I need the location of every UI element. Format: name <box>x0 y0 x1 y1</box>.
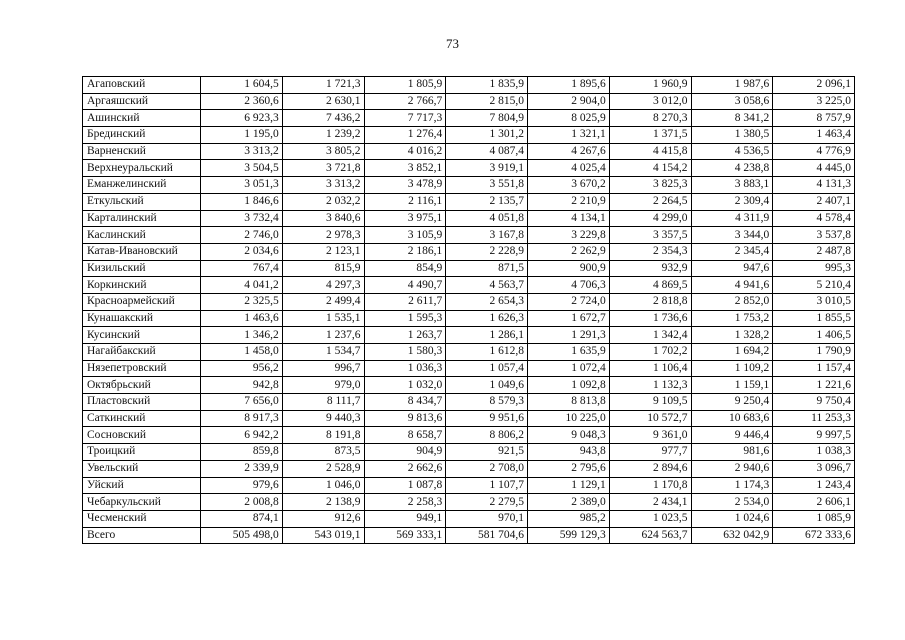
district-name-cell: Уйский <box>83 477 201 494</box>
value-cell: 2 034,6 <box>201 243 283 260</box>
value-cell: 1 032,0 <box>364 377 446 394</box>
value-cell: 2 724,0 <box>528 293 610 310</box>
value-cell: 2 032,2 <box>282 193 364 210</box>
value-cell: 7 436,2 <box>282 110 364 127</box>
district-name-cell: Агаповский <box>83 77 201 94</box>
value-cell: 1 346,2 <box>201 327 283 344</box>
value-cell: 505 498,0 <box>201 527 283 544</box>
value-cell: 1 580,3 <box>364 344 446 361</box>
value-cell: 9 048,3 <box>528 427 610 444</box>
table-row <box>83 310 855 327</box>
value-cell: 1 406,5 <box>773 327 855 344</box>
district-name-cell: Саткинский <box>83 410 201 427</box>
value-cell: 2 345,4 <box>691 243 773 260</box>
value-cell: 4 025,4 <box>528 160 610 177</box>
value-cell: 4 087,4 <box>446 143 528 160</box>
value-cell: 4 267,6 <box>528 143 610 160</box>
district-name-cell: Октябрьский <box>83 377 201 394</box>
value-cell: 4 415,8 <box>609 143 691 160</box>
value-cell: 912,6 <box>282 510 364 527</box>
value-cell: 1 109,2 <box>691 360 773 377</box>
value-cell: 1 276,4 <box>364 127 446 144</box>
value-cell: 4 536,5 <box>691 143 773 160</box>
table-row <box>83 394 855 411</box>
value-cell: 1 129,1 <box>528 477 610 494</box>
value-cell: 2 262,9 <box>528 243 610 260</box>
table-row <box>83 510 855 527</box>
value-cell: 1 087,8 <box>364 477 446 494</box>
district-name-cell: Кусинский <box>83 327 201 344</box>
value-cell: 4 706,3 <box>528 277 610 294</box>
value-cell: 1 463,6 <box>201 310 283 327</box>
value-cell: 9 440,3 <box>282 410 364 427</box>
value-cell: 2 389,0 <box>528 494 610 511</box>
value-cell: 9 250,4 <box>691 394 773 411</box>
value-cell: 854,9 <box>364 260 446 277</box>
value-cell: 1 195,0 <box>201 127 283 144</box>
value-cell: 1 046,0 <box>282 477 364 494</box>
value-cell: 3 537,8 <box>773 227 855 244</box>
district-name-cell: Аргаяшский <box>83 93 201 110</box>
value-cell: 3 840,6 <box>282 210 364 227</box>
value-cell: 1 301,2 <box>446 127 528 144</box>
value-cell: 1 626,3 <box>446 310 528 327</box>
value-cell: 4 134,1 <box>528 210 610 227</box>
value-cell: 3 478,9 <box>364 177 446 194</box>
value-cell: 1 702,2 <box>609 344 691 361</box>
value-cell: 9 951,6 <box>446 410 528 427</box>
value-cell: 921,5 <box>446 444 528 461</box>
table-row <box>83 77 855 94</box>
value-cell: 8 658,7 <box>364 427 446 444</box>
value-cell: 3 058,6 <box>691 93 773 110</box>
value-cell: 3 883,1 <box>691 177 773 194</box>
table-row <box>83 277 855 294</box>
value-cell: 3 805,2 <box>282 143 364 160</box>
value-cell: 1 237,6 <box>282 327 364 344</box>
value-cell: 8 434,7 <box>364 394 446 411</box>
value-cell: 1 072,4 <box>528 360 610 377</box>
value-cell: 900,9 <box>528 260 610 277</box>
value-cell: 2 264,5 <box>609 193 691 210</box>
value-cell: 3 975,1 <box>364 210 446 227</box>
value-cell: 2 360,6 <box>201 93 283 110</box>
value-cell: 1 380,5 <box>691 127 773 144</box>
value-cell: 2 766,7 <box>364 93 446 110</box>
value-cell: 8 111,7 <box>282 394 364 411</box>
value-cell: 3 344,0 <box>691 227 773 244</box>
value-cell: 9 750,4 <box>773 394 855 411</box>
value-cell: 10 683,6 <box>691 410 773 427</box>
value-cell: 977,7 <box>609 444 691 461</box>
district-name-cell: Всего <box>83 527 201 544</box>
value-cell: 8 917,3 <box>201 410 283 427</box>
value-cell: 1 132,3 <box>609 377 691 394</box>
value-cell: 1 107,7 <box>446 477 528 494</box>
value-cell: 1 458,0 <box>201 344 283 361</box>
value-cell: 3 105,9 <box>364 227 446 244</box>
value-cell: 1 023,5 <box>609 510 691 527</box>
district-name-cell: Ашинский <box>83 110 201 127</box>
value-cell: 4 563,7 <box>446 277 528 294</box>
value-cell: 3 096,7 <box>773 460 855 477</box>
value-cell: 943,8 <box>528 444 610 461</box>
value-cell: 3 229,8 <box>528 227 610 244</box>
table-row <box>83 143 855 160</box>
value-cell: 3 357,5 <box>609 227 691 244</box>
value-cell: 2 325,5 <box>201 293 283 310</box>
value-cell: 1 846,6 <box>201 193 283 210</box>
value-cell: 2 852,0 <box>691 293 773 310</box>
value-cell: 1 221,6 <box>773 377 855 394</box>
value-cell: 2 818,8 <box>609 293 691 310</box>
value-cell: 1 106,4 <box>609 360 691 377</box>
value-cell: 981,6 <box>691 444 773 461</box>
value-cell: 949,1 <box>364 510 446 527</box>
value-cell: 904,9 <box>364 444 446 461</box>
data-table <box>82 76 855 544</box>
value-cell: 8 270,3 <box>609 110 691 127</box>
value-cell: 979,6 <box>201 477 283 494</box>
value-cell: 2 339,9 <box>201 460 283 477</box>
value-cell: 2 138,9 <box>282 494 364 511</box>
value-cell: 2 654,3 <box>446 293 528 310</box>
value-cell: 2 940,6 <box>691 460 773 477</box>
value-cell: 4 154,2 <box>609 160 691 177</box>
value-cell: 1 672,7 <box>528 310 610 327</box>
value-cell: 3 919,1 <box>446 160 528 177</box>
district-name-cell: Катав-Ивановский <box>83 243 201 260</box>
value-cell: 932,9 <box>609 260 691 277</box>
value-cell: 1 036,3 <box>364 360 446 377</box>
value-cell: 1 694,2 <box>691 344 773 361</box>
value-cell: 581 704,6 <box>446 527 528 544</box>
district-name-cell: Увельский <box>83 460 201 477</box>
value-cell: 11 253,3 <box>773 410 855 427</box>
value-cell: 1 835,9 <box>446 77 528 94</box>
value-cell: 1 328,2 <box>691 327 773 344</box>
value-cell: 3 670,2 <box>528 177 610 194</box>
value-cell: 2 534,0 <box>691 494 773 511</box>
value-cell: 3 051,3 <box>201 177 283 194</box>
district-name-cell: Еткульский <box>83 193 201 210</box>
value-cell: 3 167,8 <box>446 227 528 244</box>
value-cell: 1 174,3 <box>691 477 773 494</box>
value-cell: 2 611,7 <box>364 293 446 310</box>
value-cell: 2 904,0 <box>528 93 610 110</box>
value-cell: 985,2 <box>528 510 610 527</box>
district-name-cell: Троицкий <box>83 444 201 461</box>
table-row <box>83 360 855 377</box>
table-body <box>83 77 855 544</box>
value-cell: 1 895,6 <box>528 77 610 94</box>
value-cell: 1 463,4 <box>773 127 855 144</box>
value-cell: 4 869,5 <box>609 277 691 294</box>
value-cell: 2 008,8 <box>201 494 283 511</box>
table-row <box>83 227 855 244</box>
value-cell: 1 057,4 <box>446 360 528 377</box>
value-cell: 3 012,0 <box>609 93 691 110</box>
value-cell: 4 016,2 <box>364 143 446 160</box>
value-cell: 1 371,5 <box>609 127 691 144</box>
table-row <box>83 444 855 461</box>
value-cell: 2 309,4 <box>691 193 773 210</box>
value-cell: 3 551,8 <box>446 177 528 194</box>
table-row <box>83 377 855 394</box>
table-row <box>83 243 855 260</box>
value-cell: 1 085,9 <box>773 510 855 527</box>
value-cell: 3 313,2 <box>201 143 283 160</box>
value-cell: 1 024,6 <box>691 510 773 527</box>
value-cell: 1 243,4 <box>773 477 855 494</box>
district-name-cell: Еманжелинский <box>83 177 201 194</box>
value-cell: 9 446,4 <box>691 427 773 444</box>
value-cell: 1 635,9 <box>528 344 610 361</box>
value-cell: 8 341,2 <box>691 110 773 127</box>
value-cell: 599 129,3 <box>528 527 610 544</box>
value-cell: 996,7 <box>282 360 364 377</box>
value-cell: 1 291,3 <box>528 327 610 344</box>
value-cell: 979,0 <box>282 377 364 394</box>
value-cell: 2 279,5 <box>446 494 528 511</box>
district-name-cell: Красноармейский <box>83 293 201 310</box>
table-row <box>83 494 855 511</box>
district-name-cell: Карталинский <box>83 210 201 227</box>
value-cell: 4 299,0 <box>609 210 691 227</box>
district-name-cell: Кизильский <box>83 260 201 277</box>
value-cell: 2 123,1 <box>282 243 364 260</box>
table-row <box>83 210 855 227</box>
value-cell: 9 813,6 <box>364 410 446 427</box>
value-cell: 970,1 <box>446 510 528 527</box>
table-row <box>83 110 855 127</box>
table-row <box>83 260 855 277</box>
value-cell: 7 656,0 <box>201 394 283 411</box>
table-row <box>83 344 855 361</box>
value-cell: 1 170,8 <box>609 477 691 494</box>
value-cell: 1 612,8 <box>446 344 528 361</box>
value-cell: 3 732,4 <box>201 210 283 227</box>
value-cell: 4 051,8 <box>446 210 528 227</box>
value-cell: 8 806,2 <box>446 427 528 444</box>
district-name-cell: Коркинский <box>83 277 201 294</box>
value-cell: 4 445,0 <box>773 160 855 177</box>
value-cell: 1 263,7 <box>364 327 446 344</box>
value-cell: 9 997,5 <box>773 427 855 444</box>
value-cell: 4 131,3 <box>773 177 855 194</box>
value-cell: 2 815,0 <box>446 93 528 110</box>
table-row <box>83 177 855 194</box>
value-cell: 2 434,1 <box>609 494 691 511</box>
value-cell: 1 092,8 <box>528 377 610 394</box>
table-row <box>83 427 855 444</box>
value-cell: 956,2 <box>201 360 283 377</box>
value-cell: 1 987,6 <box>691 77 773 94</box>
value-cell: 1 604,5 <box>201 77 283 94</box>
table-row <box>83 460 855 477</box>
value-cell: 7 804,9 <box>446 110 528 127</box>
value-cell: 4 578,4 <box>773 210 855 227</box>
value-cell: 1 239,2 <box>282 127 364 144</box>
value-cell: 2 606,1 <box>773 494 855 511</box>
value-cell: 942,8 <box>201 377 283 394</box>
value-cell: 2 894,6 <box>609 460 691 477</box>
value-cell: 859,8 <box>201 444 283 461</box>
value-cell: 2 096,1 <box>773 77 855 94</box>
value-cell: 1 736,6 <box>609 310 691 327</box>
value-cell: 2 135,7 <box>446 193 528 210</box>
value-cell: 2 186,1 <box>364 243 446 260</box>
value-cell: 2 228,9 <box>446 243 528 260</box>
value-cell: 871,5 <box>446 260 528 277</box>
value-cell: 767,4 <box>201 260 283 277</box>
value-cell: 4 776,9 <box>773 143 855 160</box>
value-cell: 9 109,5 <box>609 394 691 411</box>
table-row <box>83 193 855 210</box>
value-cell: 8 813,8 <box>528 394 610 411</box>
page-number: 73 <box>446 36 459 51</box>
table-row <box>83 410 855 427</box>
value-cell: 3 504,5 <box>201 160 283 177</box>
value-cell: 8 757,9 <box>773 110 855 127</box>
value-cell: 2 978,3 <box>282 227 364 244</box>
value-cell: 2 354,3 <box>609 243 691 260</box>
value-cell: 2 487,8 <box>773 243 855 260</box>
value-cell: 672 333,6 <box>773 527 855 544</box>
value-cell: 10 572,7 <box>609 410 691 427</box>
district-name-cell: Варненский <box>83 143 201 160</box>
district-name-cell: Пластовский <box>83 394 201 411</box>
value-cell: 947,6 <box>691 260 773 277</box>
value-cell: 2 407,1 <box>773 193 855 210</box>
value-cell: 2 630,1 <box>282 93 364 110</box>
value-cell: 2 708,0 <box>446 460 528 477</box>
value-cell: 2 662,6 <box>364 460 446 477</box>
value-cell: 4 238,8 <box>691 160 773 177</box>
table-row <box>83 93 855 110</box>
value-cell: 874,1 <box>201 510 283 527</box>
value-cell: 1 790,9 <box>773 344 855 361</box>
value-cell: 3 225,0 <box>773 93 855 110</box>
value-cell: 2 258,3 <box>364 494 446 511</box>
value-cell: 2 499,4 <box>282 293 364 310</box>
table-row <box>83 327 855 344</box>
value-cell: 9 361,0 <box>609 427 691 444</box>
value-cell: 3 313,2 <box>282 177 364 194</box>
district-name-cell: Нязепетровский <box>83 360 201 377</box>
value-cell: 3 010,5 <box>773 293 855 310</box>
value-cell: 1 535,1 <box>282 310 364 327</box>
district-name-cell: Брединский <box>83 127 201 144</box>
value-cell: 6 923,3 <box>201 110 283 127</box>
value-cell: 1 721,3 <box>282 77 364 94</box>
value-cell: 8 025,9 <box>528 110 610 127</box>
value-cell: 1 960,9 <box>609 77 691 94</box>
value-cell: 7 717,3 <box>364 110 446 127</box>
value-cell: 815,9 <box>282 260 364 277</box>
value-cell: 5 210,4 <box>773 277 855 294</box>
table-row <box>83 127 855 144</box>
table-row <box>83 160 855 177</box>
value-cell: 1 753,2 <box>691 310 773 327</box>
value-cell: 1 342,4 <box>609 327 691 344</box>
district-name-cell: Сосновский <box>83 427 201 444</box>
value-cell: 4 297,3 <box>282 277 364 294</box>
value-cell: 1 286,1 <box>446 327 528 344</box>
value-cell: 1 049,6 <box>446 377 528 394</box>
district-name-cell: Верхнеуральский <box>83 160 201 177</box>
value-cell: 632 042,9 <box>691 527 773 544</box>
table-row-total <box>83 527 855 544</box>
value-cell: 1 038,3 <box>773 444 855 461</box>
value-cell: 3 852,1 <box>364 160 446 177</box>
value-cell: 569 333,1 <box>364 527 446 544</box>
value-cell: 1 855,5 <box>773 310 855 327</box>
value-cell: 1 805,9 <box>364 77 446 94</box>
value-cell: 3 825,3 <box>609 177 691 194</box>
value-cell: 1 321,1 <box>528 127 610 144</box>
value-cell: 2 210,9 <box>528 193 610 210</box>
value-cell: 2 528,9 <box>282 460 364 477</box>
value-cell: 2 116,1 <box>364 193 446 210</box>
district-name-cell: Чебаркульский <box>83 494 201 511</box>
value-cell: 543 019,1 <box>282 527 364 544</box>
value-cell: 1 159,1 <box>691 377 773 394</box>
value-cell: 1 534,7 <box>282 344 364 361</box>
value-cell: 4 490,7 <box>364 277 446 294</box>
value-cell: 3 721,8 <box>282 160 364 177</box>
value-cell: 2 795,6 <box>528 460 610 477</box>
value-cell: 4 041,2 <box>201 277 283 294</box>
district-name-cell: Чесменский <box>83 510 201 527</box>
district-name-cell: Нагайбакский <box>83 344 201 361</box>
value-cell: 6 942,2 <box>201 427 283 444</box>
table-row <box>83 293 855 310</box>
district-name-cell: Каслинский <box>83 227 201 244</box>
value-cell: 2 746,0 <box>201 227 283 244</box>
value-cell: 4 941,6 <box>691 277 773 294</box>
value-cell: 10 225,0 <box>528 410 610 427</box>
value-cell: 4 311,9 <box>691 210 773 227</box>
value-cell: 8 191,8 <box>282 427 364 444</box>
value-cell: 995,3 <box>773 260 855 277</box>
value-cell: 1 595,3 <box>364 310 446 327</box>
value-cell: 873,5 <box>282 444 364 461</box>
value-cell: 1 157,4 <box>773 360 855 377</box>
district-name-cell: Кунашакский <box>83 310 201 327</box>
table-row <box>83 477 855 494</box>
value-cell: 8 579,3 <box>446 394 528 411</box>
value-cell: 624 563,7 <box>609 527 691 544</box>
